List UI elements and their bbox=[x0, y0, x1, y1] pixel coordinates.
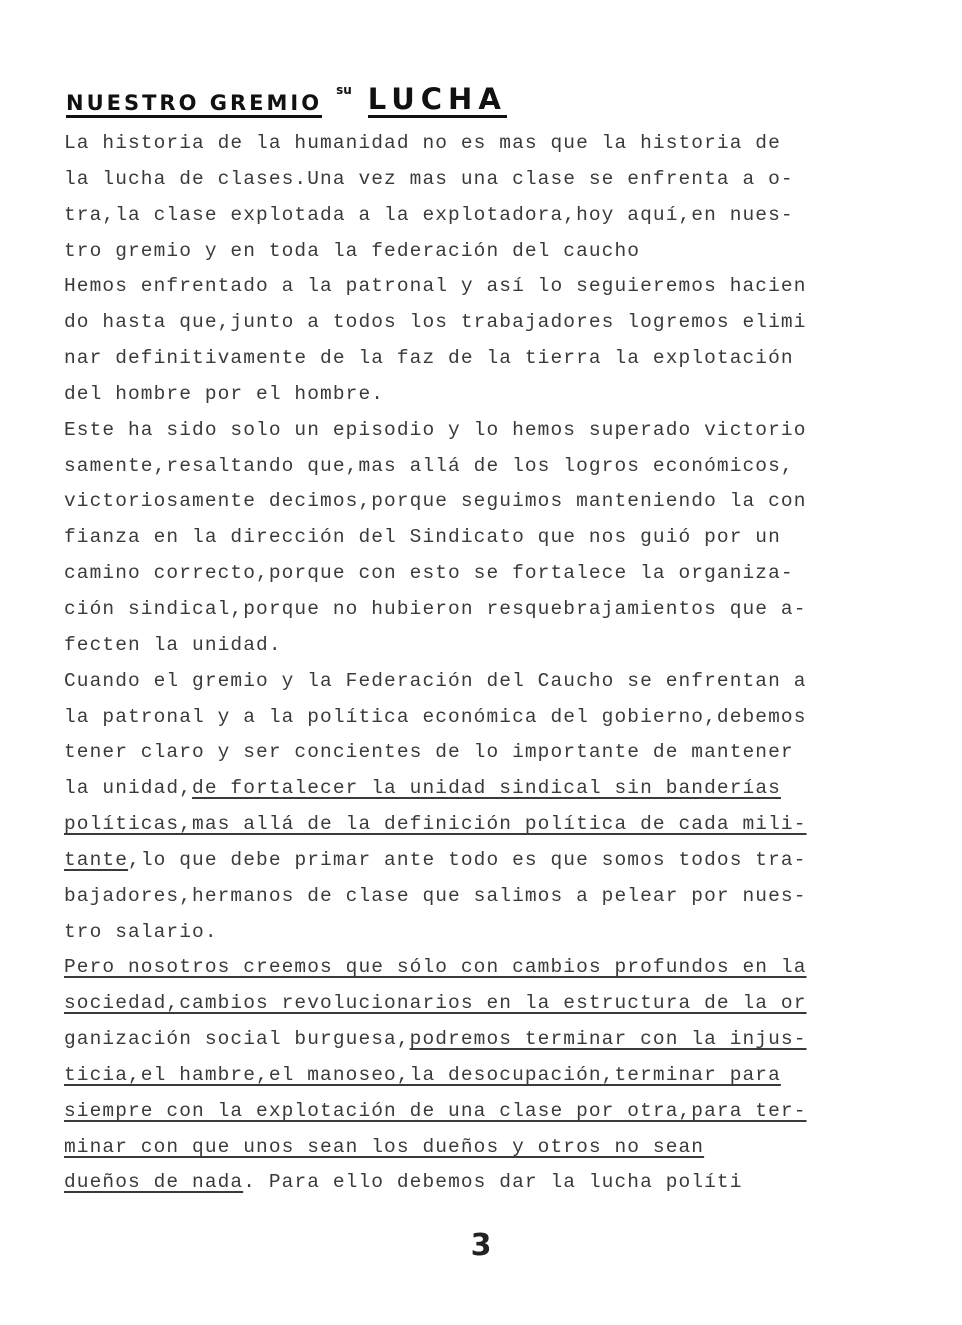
text-line: Cuando el gremio y la Federación del Caucho se enfrentan a bbox=[64, 669, 807, 692]
text-line: tro gremio y en toda la federación del caucho bbox=[64, 239, 641, 262]
text-line: tra,la clase explotada a la explotadora,hoy aquí,en nues- bbox=[64, 203, 794, 226]
text-line: bajadores,hermanos de clase que salimos a pelear por nues- bbox=[64, 884, 807, 907]
text-segment: de fortalecer la unidad sindical sin banderías bbox=[192, 777, 781, 800]
text-line: minar con que unos sean los dueños y otros no sean bbox=[64, 1135, 705, 1158]
text-segment: dueños de nada bbox=[64, 1171, 244, 1194]
body-text bbox=[64, 126, 924, 1201]
text-line: La historia de la humanidad no es mas que la historia de bbox=[64, 132, 781, 154]
text-segment: ganización social burguesa, bbox=[64, 1028, 410, 1051]
text-line: tro salario. bbox=[64, 920, 218, 943]
title-part-3: LUCHA bbox=[367, 82, 507, 116]
text-line: fianza en la dirección del Sindicato que nos guió por un bbox=[64, 526, 781, 549]
text-line: fecten la unidad. bbox=[64, 633, 282, 656]
page-title bbox=[66, 78, 507, 118]
text-line: ción sindical,porque no hubieron resquebrajamientos que a- bbox=[64, 597, 807, 620]
text-line: do hasta que,junto a todos los trabajadores logremos elimi bbox=[64, 311, 807, 334]
text-line: nar definitivamente de la faz de la tierra la explotación bbox=[64, 347, 794, 370]
text-line: tener claro y ser concientes de lo importante de mantener bbox=[64, 741, 794, 764]
text-segment: podremos terminar con la injus- bbox=[409, 1028, 807, 1051]
text-line: ticia,el hambre,el manoseo,la desocupación,terminar para bbox=[64, 1063, 781, 1086]
page-number: 3 bbox=[470, 1228, 492, 1263]
text-line: la lucha de clases.Una vez mas una clase se enfrenta a o- bbox=[64, 167, 794, 190]
text-line bbox=[64, 1165, 924, 1201]
text-line: la patronal y a la política económica del gobierno,debemos bbox=[64, 705, 807, 728]
text-line: sociedad,cambios revolucionarios en la estructura de la or bbox=[64, 992, 807, 1015]
text-line: del hombre por el hombre. bbox=[64, 382, 385, 405]
text-segment: la unidad, bbox=[64, 777, 193, 800]
text-line: políticas,mas allá de la definición política de cada mili- bbox=[64, 813, 807, 836]
text-line: Hemos enfrentado a la patronal y así lo seguieremos hacien bbox=[64, 275, 807, 298]
text-line bbox=[64, 843, 924, 879]
text-line bbox=[64, 1022, 924, 1058]
title-part-2: su bbox=[336, 83, 352, 97]
text-line: camino correcto,porque con esto se fortalece la organiza- bbox=[64, 562, 794, 585]
text-line: Este ha sido solo un episodio y lo hemos superado victorio bbox=[64, 418, 807, 441]
text-line bbox=[64, 771, 924, 807]
text-line: samente,resaltando que,mas allá de los logros económicos, bbox=[64, 454, 794, 477]
text-segment: ,lo que debe primar ante todo es que somos todos tra- bbox=[128, 848, 807, 871]
title-part-1: NUESTRO GREMIO bbox=[66, 93, 322, 118]
text-line: siempre con la explotación de una clase por otra,para ter- bbox=[64, 1099, 807, 1122]
text-line: Pero nosotros creemos que sólo con cambios profundos en la bbox=[64, 956, 807, 979]
text-segment: tante bbox=[64, 848, 129, 871]
text-segment: . Para ello debemos dar la lucha políti bbox=[243, 1171, 743, 1194]
text-line: victoriosamente decimos,porque seguimos manteniendo la con bbox=[64, 490, 807, 513]
